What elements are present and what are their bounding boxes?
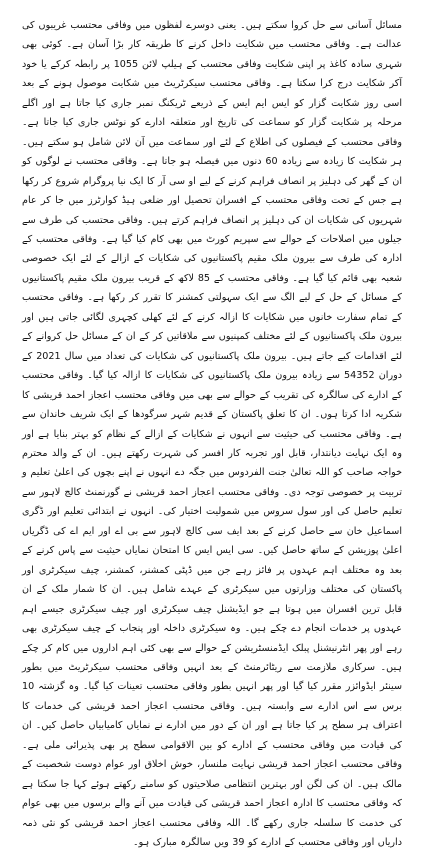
article-paragraph: مسائل آسانی سے حل کروا سکتے ہیں۔ یعنی دوسرے لفظوں میں وفاقی محتسب غریبوں کی عدالت ہے۔ وفاقی محتسب میں شکایت داخل کرنے کا طریقہ کار بڑا آسان ہے۔ کوئی بھی شہری سادہ کاغذ پر اپنی شکایت وفاقی محتسب کے ہیلپ لائن 1055 پر رابطہ کرکے یا خود آکر شکایت درج کرا سکتا ہے۔ وفاقی محتسب سیکرٹریٹ میں شکایت موصول ہونے کے بعد اسی روز شکایت گزار کو ایس ایم ایس کے ذریعے ٹریکنگ نمبر جاری کیا جاتا ہے اور اگلے مرحلہ پر شکایت گزار کو سماعت کی تاریخ اور متعلقہ ادارے کو نوٹس جاری کیا جاتا ہے۔ وفاقی محتسب کے فیصلوں کی اطلاع کے لئے اور سماعت میں آن لائن شامل ہو سکتے ہیں۔ ہر شکایت کا زیادہ سے زیادہ 60 دنوں میں فیصلہ ہو جاتا ہے۔ وفاقی محتسب نے لوگوں کو ان کے گھر کی دہلیز پر انصاف فراہم کرنے کے لیے او سی آر کا ایک نیا پروگرام شروع کر رکھا ہے جس کے تحت وفاقی محتسب کے افسران تحصیل اور ضلعی ہیڈ کوارٹرز میں جا کر عام شہریوں کی شکایات ان کی دہلیز پر انصاف فراہم کرتے ہیں۔ وفاقی محتسب کی طرف سے جیلوں میں اصلاحات کے حوالے سے سپریم کورٹ میں بھی کام کیا گیا ہے۔ وفاقی محتسب کے ادارہ کی طرف سے بیرون ملک مقیم پاکستانیوں کی شکایات کے ازالے کے لئے ایک خصوصی شعبہ بھی قائم کیا گیا ہے۔ وفاقی محتسب کے 85 لاکھ کے قریب بیرون ملک مقیم پاکستانیوں کے مسائل کے حل کے لیے الگ سے ایک سہولتی کمشنر کا تقرر کر رکھا ہے۔ وفاقی محتسب کے تمام سفارت خانوں میں شکایات کا ازالہ کرنے کے لئے کھلی کچہری لگائی جاتی ہیں اور بیرون ملک پاکستانیوں کے لئے مختلف کمپنیوں سے ملاقاتیں کر کے ان کے مسائل حل کروانے کے لئے اقدامات کیے جاتے ہیں۔ بیرون ملک پاکستانیوں کی شکایات کی تعداد میں سال 2021 کے دوران 54352 سے زیادہ بیرون ملک پاکستانیوں کی شکایات کا ازالہ کیا گیا۔ وفاقی محتسب کے ادارے کی سالگرہ کی تقریب کے حوالے سے بھی میں وفاقی محتسب اعجاز احمد قریشی کا شکریہ ادا کرتا ہوں۔ ان کا تعلق پاکستان کے قدیم شہر سرگودھا کے ایک شریف خاندان سے ہے۔ وفاقی محتسب کی حیثیت سے انہوں نے شکایات کے ازالے کے نظام کو بہتر بنایا ہے اور وہ ایک نہایت دیانتدار، قابل اور تجربہ کار افسر کی شہرت رکھتے ہیں۔ ان کے والد محترم خواجہ صاحب کو اللہ تعالیٰ جنت الفردوس میں جگہ دے انہوں نے اپنے بچوں کی اعلیٰ تعلیم و تربیت پر خصوصی توجہ دی۔ وفاقی محتسب اعجاز احمد قریشی نے گورنمنٹ کالج لاہور سے تعلیم حاصل کی اور سول سروس میں شمولیت اختیار کی۔ انہوں نے ابتدائی تعلیم اور ڈگری اسماعیل خان سے حاصل کرنے کے بعد ایف سی کالج لاہور سے بی اے اور ایم اے کی ڈگریاں اعلیٰ پوزیشن کے ساتھ حاصل کیں۔ سی ایس ایس کا امتحان نمایاں حیثیت سے پاس کرنے کے بعد وہ مختلف اہم عہدوں پر فائز رہے جن میں ڈپٹی کمشنر، کمشنر، چیف سیکرٹری اور پاکستان کی مختلف وزارتوں میں سیکرٹری کے عہدے شامل ہیں۔ ان کا شمار ملک کے ان قابل ترین افسران میں ہوتا ہے جو ایڈیشنل چیف سیکرٹری اور چیف سیکرٹری جیسے اہم عہدوں پر خدمات انجام دے چکے ہیں۔ وہ سیکرٹری داخلہ اور پنجاب کے چیف سیکرٹری بھی رہے اور پھر انٹرنیشنل پبلک ایڈمنسٹریشن کے حوالے سے بھی کئی اہم اداروں میں کام کر چکے ہیں۔ سرکاری ملازمت سے ریٹائرمنٹ کے بعد انہیں وفاقی محتسب سیکرٹریٹ میں بطور سینئر ایڈوائزر مقرر کیا گیا اور پھر انہیں بطور وفاقی محتسب تعینات کیا گیا۔ وہ گزشتہ 10 برس سے اس ادارے سے وابستہ ہیں۔ وفاقی محتسب اعجاز احمد قریشی کی خدمات کا اعتراف ہر سطح پر کیا جاتا ہے اور ان کے دور میں ادارے نے نمایاں کامیابیاں حاصل کیں۔ ان کی قیادت میں وفاقی محتسب کے ادارے کو بین الاقوامی سطح پر بھی پذیرائی ملی ہے۔ وفاقی محتسب اعجاز احمد قریشی نہایت ملنسار، خوش اخلاق اور عوام دوست شخصیت کے مالک ہیں۔ ان کی لگن اور بہترین انتظامی صلاحیتوں کو سامنے رکھتے ہوئے کہا جا سکتا ہے کہ وفاقی محتسب کا ادارہ اعجاز احمد قریشی کی قیادت میں آنے والے برسوں میں بھی عوام کی خدمت کا سلسلہ جاری رکھے گا۔ اللہ وفاقی محتسب اعجاز احمد قریشی کو نئی ذمہ داریاں اور وفاقی محتسب کے ادارے کو 39 ویں سالگرہ مبارک ہو۔: [22, 20, 402, 849]
